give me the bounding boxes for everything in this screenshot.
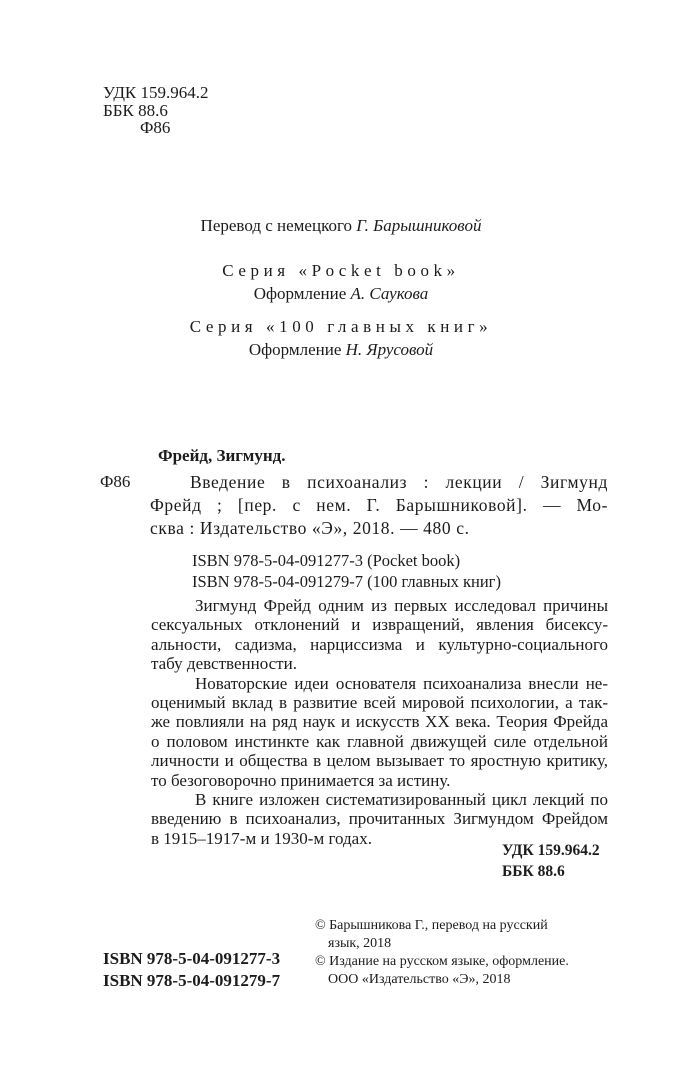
- copyright-line: © Издание на русском языке, оформление.: [315, 954, 569, 969]
- isbn-line: ISBN 978-5-04-091279-7: [103, 971, 281, 990]
- annotation-line: то безоговорочно принимается за истину.: [151, 770, 451, 790]
- udk-code: УДК 159.964.2: [103, 83, 209, 102]
- card-author: Фрейд, Зигмунд.: [158, 446, 286, 465]
- series-100-title: Серия «100 главных книг»: [189, 317, 493, 336]
- annotation-line: табу девственности.: [151, 654, 297, 674]
- copyright-line: ООО «Издательство «Э», 2018: [328, 972, 511, 987]
- designer-name: Н. Ярусовой: [345, 340, 434, 359]
- designer-name: А. Саукова: [350, 284, 429, 303]
- design-label: Оформление: [248, 340, 342, 359]
- annotation-line: о половом инстинкте как главной движущей силе отдельной: [151, 731, 608, 751]
- annotation-line: сексуальных отклонений и извращений, явления бисексу-: [151, 615, 608, 635]
- annotation-line: в 1915–1917-м и 1930-м годах.: [151, 828, 372, 848]
- translator-name: Г. Барышниковой: [356, 216, 482, 235]
- entry-line: сква : Издательство «Э», 2018. — 480 с.: [150, 518, 470, 538]
- annotation-line: альности, садизма, нарциссизма и культурно-социального: [151, 634, 608, 654]
- copyright-block: [315, 917, 600, 989]
- bbk-code: ББК 88.6: [502, 862, 565, 880]
- isbn-line: ISBN 978-5-04-091277-3: [103, 949, 281, 968]
- entry-line: Фрейд ; [пер. с нем. Г. Барышниковой]. — Мо-: [150, 495, 608, 515]
- annotation-line: В книге изложен систематизированный цикл лекций по: [195, 790, 608, 810]
- series-pocket-title: Серия «Pocket book»: [222, 261, 460, 280]
- annotation: [151, 596, 608, 848]
- annotation-line: Зигмунд Фрейд одним из первых исследовал причины: [195, 596, 608, 615]
- bbk-code: ББК 88.6: [103, 100, 168, 120]
- card-author-code: Ф86: [100, 472, 131, 491]
- series-100-design: [0, 340, 682, 360]
- entry-line: Введение в психоанализ : лекции / Зигмунд: [190, 472, 608, 492]
- isbn-line: ISBN 978-5-04-091277-3 (Pocket book): [192, 551, 461, 570]
- author-sign-code: Ф86: [140, 118, 171, 137]
- annotation-line: введению в психоанализ, прочитанных Зигмундом Фрейдом: [151, 809, 608, 829]
- copyright-line: © Барышникова Г., перевод на русский: [315, 918, 548, 933]
- annotation-line: Новаторские идеи основателя психоанализа внесли не-: [195, 673, 608, 693]
- translation-prefix: Перевод с немецкого: [200, 216, 353, 235]
- translation-line: [0, 216, 682, 236]
- footer-isbn-block: [103, 948, 280, 992]
- bibliographic-entry: [150, 471, 608, 540]
- isbn-line: ISBN 978-5-04-091279-7 (100 главных книг): [192, 571, 501, 591]
- copyright-line: язык, 2018: [328, 936, 392, 951]
- top-codes-block: [103, 84, 209, 137]
- annotation-line: же повлияли на ряд наук и искусств XX века. Теория Фрейда: [151, 712, 608, 732]
- annotation-line: оценимый вклад в развитие всей мировой психологии, а так-: [151, 693, 608, 713]
- bottom-codes-block: [502, 841, 600, 882]
- udk-code: УДК 159.964.2: [502, 842, 600, 859]
- design-label: Оформление: [253, 284, 347, 303]
- isbn-block: [192, 551, 501, 592]
- annotation-line: личности и общества в целом вызывает то яростную критику,: [151, 751, 608, 771]
- series-pocket-design: [0, 284, 682, 304]
